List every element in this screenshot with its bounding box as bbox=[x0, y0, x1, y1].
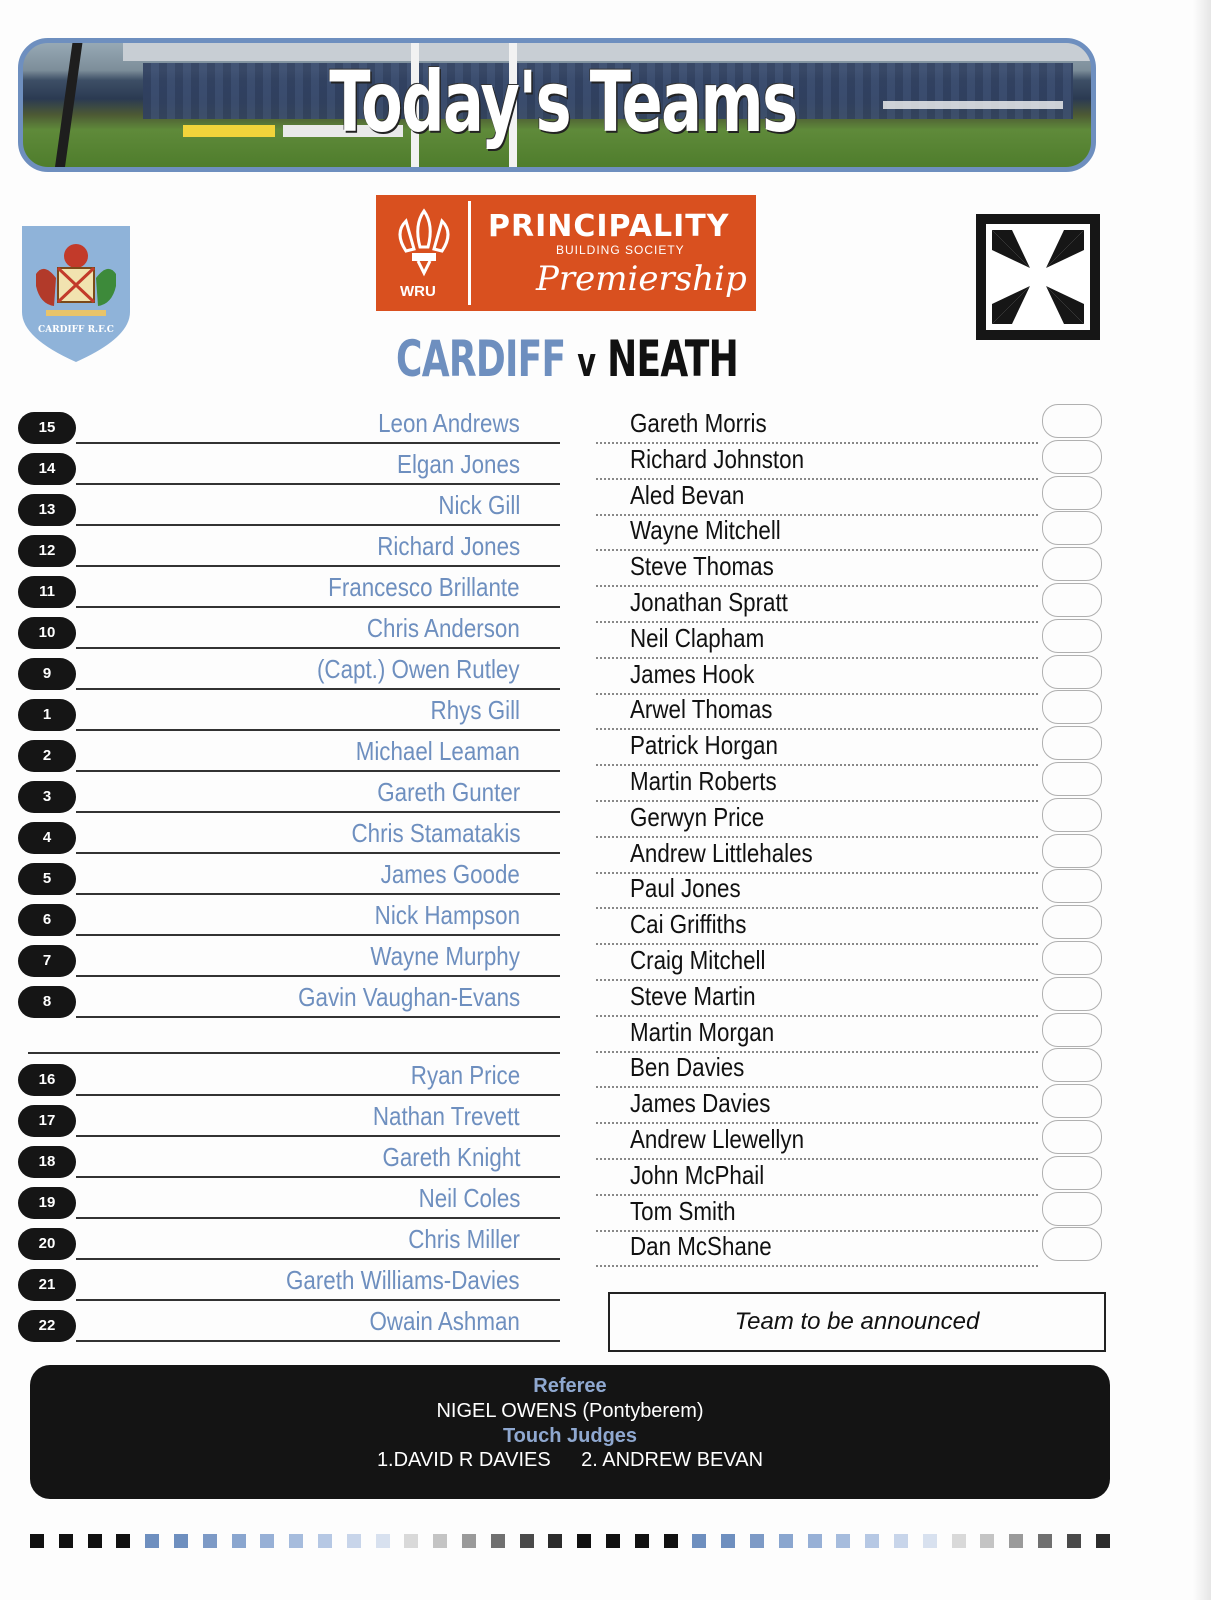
row-underline bbox=[76, 1258, 560, 1260]
shirt-number-oval bbox=[1042, 1227, 1102, 1261]
neath-crest bbox=[976, 214, 1100, 340]
neath-player-row bbox=[596, 837, 1108, 876]
touch-judge-1: 1.DAVID R DAVIES bbox=[376, 1449, 551, 1471]
player-name: (Capt.) Owen Rutley bbox=[317, 654, 520, 684]
player-name: Patrick Horgan bbox=[630, 730, 778, 761]
neath-player-row bbox=[596, 768, 1108, 804]
neath-player-row bbox=[596, 732, 1108, 768]
sponsor-subtitle: BUILDING SOCIETY bbox=[556, 243, 685, 257]
decorative-square bbox=[88, 1534, 102, 1548]
decorative-square bbox=[30, 1534, 44, 1548]
sponsor-logo bbox=[376, 195, 756, 311]
player-name: Richard Jones bbox=[377, 531, 520, 561]
shirt-number-oval bbox=[1042, 941, 1102, 975]
decorative-square bbox=[174, 1534, 188, 1548]
player-name: Neil Clapham bbox=[630, 622, 765, 653]
cardiff-crest-icon bbox=[22, 226, 130, 362]
row-underline bbox=[76, 565, 560, 567]
cardiff-player-row bbox=[18, 1142, 560, 1182]
shirt-number-oval bbox=[1042, 440, 1102, 474]
decorative-square bbox=[116, 1534, 130, 1548]
row-underline bbox=[76, 975, 560, 977]
decorative-square bbox=[894, 1534, 908, 1548]
neath-player-row bbox=[596, 980, 1108, 1019]
shirt-number-badge: 18 bbox=[18, 1146, 76, 1178]
shirt-number-oval bbox=[1042, 1084, 1102, 1118]
cardiff-player-row bbox=[18, 1306, 560, 1346]
shirt-number-oval bbox=[1042, 619, 1102, 653]
decorative-square bbox=[865, 1534, 879, 1548]
decorative-square bbox=[606, 1534, 620, 1548]
neath-player-row bbox=[596, 1126, 1108, 1162]
player-name: Craig Mitchell bbox=[630, 945, 766, 975]
cardiff-player-row bbox=[18, 695, 560, 735]
player-name: James Davies bbox=[630, 1088, 771, 1119]
player-name: Gareth Knight bbox=[382, 1142, 520, 1172]
row-underline bbox=[76, 606, 560, 608]
shirt-number-oval bbox=[1042, 583, 1102, 617]
shirt-number-oval bbox=[1042, 655, 1102, 689]
decorative-square bbox=[1038, 1534, 1052, 1548]
player-name: Francesco Brillante bbox=[328, 572, 520, 602]
neath-player-row bbox=[596, 622, 1108, 661]
sponsor-name: PRINCIPALITY bbox=[488, 209, 730, 244]
decorative-square bbox=[318, 1534, 332, 1548]
cardiff-player-row bbox=[18, 572, 560, 612]
decorative-square bbox=[1067, 1534, 1081, 1548]
player-name: Gavin Vaughan-Evans bbox=[297, 982, 520, 1012]
shirt-number-badge: 6 bbox=[18, 904, 76, 936]
shirt-number-oval bbox=[1042, 726, 1102, 760]
decorative-square bbox=[376, 1534, 390, 1548]
cardiff-player-row bbox=[18, 982, 560, 1022]
neath-player-row bbox=[596, 947, 1108, 983]
cardiff-player-row bbox=[18, 1265, 560, 1305]
shirt-number-oval bbox=[1042, 798, 1102, 832]
away-team: NEATH bbox=[607, 330, 739, 388]
row-underline bbox=[76, 811, 560, 813]
player-name: Ben Davies bbox=[630, 1052, 745, 1083]
shirt-number-badge: 22 bbox=[18, 1310, 76, 1342]
shirt-number-badge: 9 bbox=[18, 658, 76, 690]
neath-player-row bbox=[596, 1090, 1108, 1126]
cardiff-player-row bbox=[18, 1101, 560, 1141]
row-underline bbox=[76, 1176, 560, 1178]
player-name: Gareth Gunter bbox=[377, 777, 520, 807]
decorative-square bbox=[980, 1534, 994, 1548]
shirt-number-oval bbox=[1042, 905, 1102, 939]
player-name: Arwel Thomas bbox=[630, 694, 773, 725]
player-name: Jonathan Spratt bbox=[630, 587, 788, 617]
decorative-square bbox=[548, 1534, 562, 1548]
row-underline bbox=[76, 1135, 560, 1137]
divider-line bbox=[28, 1052, 560, 1054]
decorative-square bbox=[664, 1534, 678, 1548]
player-name: Wayne Murphy bbox=[370, 941, 520, 971]
decorative-square bbox=[923, 1534, 937, 1548]
shirt-number-oval bbox=[1042, 476, 1102, 510]
cardiff-player-row bbox=[18, 613, 560, 653]
row-underline bbox=[76, 934, 560, 936]
player-name: Martin Morgan bbox=[630, 1016, 775, 1047]
player-name: James Goode bbox=[380, 859, 520, 889]
neath-player-row bbox=[596, 479, 1108, 518]
match-heading bbox=[396, 330, 738, 388]
neath-player-row bbox=[596, 1233, 1108, 1269]
prince-of-wales-feathers-icon bbox=[384, 201, 464, 281]
cardiff-player-row bbox=[18, 859, 560, 899]
row-underline bbox=[76, 688, 560, 690]
player-name: Dan McShane bbox=[630, 1231, 772, 1262]
neath-player-row bbox=[596, 443, 1108, 482]
decorative-square bbox=[289, 1534, 303, 1548]
touch-judges-label: Touch Judges bbox=[502, 1425, 638, 1447]
shirt-number-oval bbox=[1042, 1120, 1102, 1154]
shirt-number-oval bbox=[1042, 1192, 1102, 1226]
decorative-square bbox=[433, 1534, 447, 1548]
shirt-number-badge: 21 bbox=[18, 1269, 76, 1301]
neath-crest-inner bbox=[986, 224, 1090, 330]
decorative-square bbox=[520, 1534, 534, 1548]
row-underline bbox=[76, 729, 560, 731]
home-team: CARDIFF bbox=[396, 330, 566, 388]
neath-player-row bbox=[596, 875, 1108, 911]
page-edge-shadow bbox=[1193, 0, 1211, 1600]
cardiff-player-row bbox=[18, 654, 560, 694]
neath-player-row bbox=[596, 517, 1108, 553]
player-name: Gareth Morris bbox=[630, 408, 767, 438]
player-name: Andrew Llewellyn bbox=[630, 1124, 805, 1154]
decorative-square bbox=[836, 1534, 850, 1548]
row-underline bbox=[76, 770, 560, 772]
player-name: Gareth Williams-Davies bbox=[286, 1265, 520, 1295]
cardiff-player-row bbox=[18, 1224, 560, 1264]
decorative-square bbox=[404, 1534, 418, 1548]
player-name: Leon Andrews bbox=[378, 408, 520, 438]
neath-player-row bbox=[596, 589, 1108, 625]
player-name: Paul Jones bbox=[630, 873, 741, 904]
decorative-square bbox=[491, 1534, 505, 1548]
header-banner bbox=[18, 38, 1096, 172]
player-name: Tom Smith bbox=[630, 1195, 736, 1226]
player-name: Owain Ashman bbox=[369, 1306, 520, 1336]
cardiff-player-row bbox=[18, 736, 560, 776]
cardiff-player-row bbox=[18, 941, 560, 981]
row-underline bbox=[76, 1016, 560, 1018]
decorative-square bbox=[779, 1534, 793, 1548]
versus-label: v bbox=[577, 340, 596, 386]
cardiff-player-row bbox=[18, 1183, 560, 1223]
shirt-number-badge: 17 bbox=[18, 1105, 76, 1137]
row-underline bbox=[76, 1217, 560, 1219]
shirt-number-badge: 3 bbox=[18, 781, 76, 813]
decorative-square bbox=[203, 1534, 217, 1548]
shirt-number-badge: 11 bbox=[18, 576, 76, 608]
row-underline bbox=[76, 647, 560, 649]
maltese-cross-icon bbox=[986, 224, 1090, 330]
row-underline bbox=[596, 1265, 1038, 1267]
shirt-number-oval bbox=[1042, 547, 1102, 581]
decorative-square bbox=[232, 1534, 246, 1548]
referee-name: NIGEL OWENS (Pontyberem) bbox=[436, 1400, 704, 1422]
shirt-number-badge: 19 bbox=[18, 1187, 76, 1219]
shirt-number-oval bbox=[1042, 404, 1102, 438]
decorative-square bbox=[347, 1534, 361, 1548]
player-name: Michael Leaman bbox=[355, 736, 520, 766]
shirt-number-badge: 7 bbox=[18, 945, 76, 977]
shirt-number-badge: 15 bbox=[18, 412, 76, 444]
player-name: Nick Hampson bbox=[374, 900, 520, 930]
neath-player-row bbox=[596, 1054, 1108, 1090]
shirt-number-badge: 13 bbox=[18, 494, 76, 526]
decorative-square bbox=[750, 1534, 764, 1548]
decorative-square bbox=[145, 1534, 159, 1548]
player-name: Chris Stamatakis bbox=[351, 818, 520, 848]
decorative-square bbox=[462, 1534, 476, 1548]
player-name: Martin Roberts bbox=[630, 766, 777, 796]
referee-label: Referee bbox=[533, 1375, 607, 1397]
crest-text: CARDIFF R.F.C bbox=[38, 325, 114, 335]
decorative-square bbox=[952, 1534, 966, 1548]
shirt-number-badge: 1 bbox=[18, 699, 76, 731]
cardiff-player-row bbox=[18, 449, 560, 489]
player-name: Andrew Littlehales bbox=[630, 837, 813, 868]
row-underline bbox=[76, 524, 560, 526]
neath-player-row bbox=[596, 911, 1108, 947]
shirt-number-oval bbox=[1042, 1156, 1102, 1190]
neath-player-row bbox=[596, 658, 1108, 697]
cardiff-player-row bbox=[18, 408, 560, 448]
player-name: James Hook bbox=[630, 658, 755, 689]
shirt-number-oval bbox=[1042, 690, 1102, 724]
cardiff-player-row bbox=[18, 490, 560, 530]
neath-player-row bbox=[596, 696, 1108, 732]
player-name: Ryan Price bbox=[410, 1060, 520, 1090]
shirt-number-badge: 16 bbox=[18, 1064, 76, 1096]
player-name: Richard Johnston bbox=[630, 443, 805, 474]
player-name: Chris Anderson bbox=[367, 613, 520, 643]
shirt-number-oval bbox=[1042, 1048, 1102, 1082]
shirt-number-badge: 8 bbox=[18, 986, 76, 1018]
row-underline bbox=[76, 893, 560, 895]
neath-player-row bbox=[596, 1016, 1108, 1055]
decorative-square bbox=[1096, 1534, 1110, 1548]
shirt-number-oval bbox=[1042, 762, 1102, 796]
decorative-square bbox=[692, 1534, 706, 1548]
cardiff-player-row bbox=[18, 818, 560, 858]
player-name: Neil Coles bbox=[418, 1183, 520, 1213]
row-underline bbox=[76, 1340, 560, 1342]
shirt-number-oval bbox=[1042, 869, 1102, 903]
shirt-number-badge: 10 bbox=[18, 617, 76, 649]
shirt-number-oval bbox=[1042, 834, 1102, 868]
decorative-square bbox=[260, 1534, 274, 1548]
decorative-square bbox=[808, 1534, 822, 1548]
player-name: Nick Gill bbox=[438, 490, 520, 520]
row-underline bbox=[76, 1299, 560, 1301]
player-name: Wayne Mitchell bbox=[630, 515, 781, 546]
neath-player-row bbox=[596, 1159, 1108, 1198]
decorative-square bbox=[721, 1534, 735, 1548]
player-name: Cai Griffiths bbox=[630, 909, 747, 940]
player-name: Elgan Jones bbox=[396, 449, 520, 479]
floodlight-pole bbox=[54, 43, 83, 172]
row-underline bbox=[76, 852, 560, 854]
touch-judge-2: 2. ANDREW BEVAN bbox=[581, 1449, 764, 1471]
player-name: Gerwyn Price bbox=[630, 801, 765, 832]
shirt-number-oval bbox=[1042, 977, 1102, 1011]
shirt-number-badge: 5 bbox=[18, 863, 76, 895]
shirt-number-oval bbox=[1042, 511, 1102, 545]
decorative-square-strip bbox=[30, 1534, 1120, 1552]
shirt-number-badge: 20 bbox=[18, 1228, 76, 1260]
page-title: Today's Teams bbox=[329, 53, 797, 151]
shirt-number-badge: 12 bbox=[18, 535, 76, 567]
player-name: Chris Miller bbox=[408, 1224, 520, 1254]
neath-player-row bbox=[596, 801, 1108, 840]
wru-label: WRU bbox=[400, 283, 436, 300]
decorative-square bbox=[1009, 1534, 1023, 1548]
row-underline bbox=[76, 442, 560, 444]
competition-name: Premiership bbox=[536, 259, 747, 299]
shirt-number-oval bbox=[1042, 1013, 1102, 1047]
decorative-square bbox=[635, 1534, 649, 1548]
cardiff-player-row bbox=[18, 900, 560, 940]
cardiff-player-row bbox=[18, 1060, 560, 1100]
wru-logo bbox=[382, 201, 471, 305]
cardiff-player-row bbox=[18, 777, 560, 817]
shirt-number-badge: 14 bbox=[18, 453, 76, 485]
player-name: Nathan Trevett bbox=[373, 1101, 520, 1131]
neath-player-row bbox=[596, 1195, 1108, 1234]
decorative-square bbox=[59, 1534, 73, 1548]
match-officials bbox=[30, 1365, 1110, 1499]
neath-player-row bbox=[596, 410, 1108, 446]
player-name: Aled Bevan bbox=[630, 479, 745, 510]
team-announcement-note: Team to be announced bbox=[608, 1292, 1106, 1352]
player-name: Rhys Gill bbox=[430, 695, 520, 725]
neath-player-row bbox=[596, 553, 1108, 589]
player-name: Steve Martin bbox=[630, 980, 756, 1011]
decorative-square bbox=[577, 1534, 591, 1548]
row-underline bbox=[76, 1094, 560, 1096]
cardiff-player-row bbox=[18, 531, 560, 571]
shirt-number-badge: 2 bbox=[18, 740, 76, 772]
shirt-number-badge: 4 bbox=[18, 822, 76, 854]
row-underline bbox=[76, 483, 560, 485]
player-name: Steve Thomas bbox=[630, 551, 774, 582]
player-name: John McPhail bbox=[630, 1159, 765, 1190]
